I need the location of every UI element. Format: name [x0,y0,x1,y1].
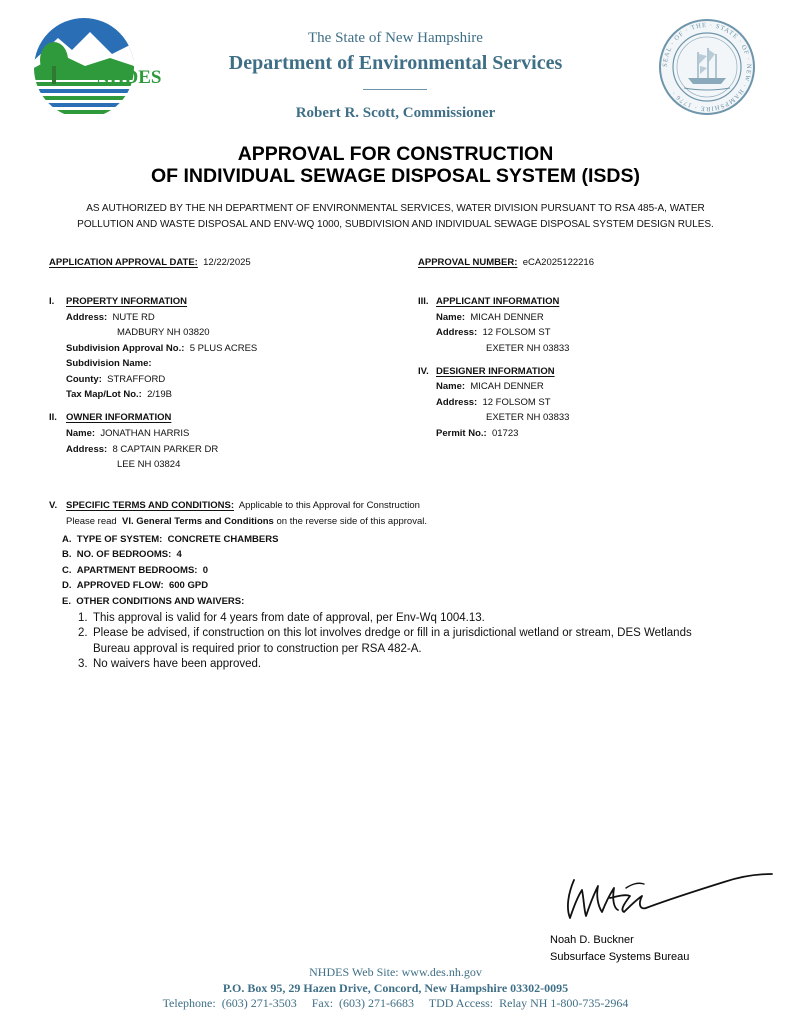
commissioner-name: Robert R. Scott, Commissioner [295,105,496,121]
subdivision-approval-row [66,343,257,355]
owner-name-row [66,428,189,440]
owner-name-value: JONATHAN HARRIS [100,428,190,439]
term-letter: A. [62,534,72,545]
term-value: 600 GPD [168,580,209,591]
read-note-suffix: on the reverse side of this approval. [276,516,427,527]
condition-2-text-line1: Please be advised, if construction on this lot involves dredge or fill in a jurisdictional wetland or stream, DES Wetlands [93,627,692,639]
permit-value: 01723 [491,428,519,439]
document-title-line1: APPROVAL FOR CONSTRUCTION [237,143,554,165]
authority-statement [40,201,751,233]
applicant-address-row [436,327,551,339]
applicant-name-label: Name: [436,312,466,323]
applicant-name-row [436,312,544,324]
term-label: APPROVED FLOW: [76,580,164,591]
applicant-address-line2: EXETER NH 03833 [486,343,570,354]
property-address-line2: MADBURY NH 03820 [117,327,210,338]
terms-heading: SPECIFIC TERMS AND CONDITIONS: [66,500,235,511]
svg-text:SEAL · OF · THE · STATE · OF ·: SEAL · OF · THE · STATE · OF · NEW · HAMPSHIRE · 1776 · [661,21,753,113]
term-value: 0 [202,565,209,576]
approval-number-label: APPROVAL NUMBER: [418,257,518,268]
property-address-row [66,312,155,324]
designer-heading: DESIGNER INFORMATION [436,366,555,377]
authority-line2: POLLUTION AND WASTE DISPOSAL AND ENV-WQ 1000, SUBDIVISION AND INDIVIDUAL SEWAGE DISPOSAL SYSTEM DESIGN RULES. [77,219,714,230]
designer-name-row [436,381,544,393]
condition-3-number: 3. [78,658,88,670]
county-label: County: [66,374,102,385]
term-value: CONCRETE CHAMBERS [167,534,279,545]
applicant-address-label: Address: [436,327,478,338]
term-label: OTHER CONDITIONS AND WAIVERS: [76,596,245,607]
logo-text: NHDES [96,67,162,88]
subdivision-approval-value: 5 PLUS ACRES [189,343,258,354]
tax-map-value: 2/19B [147,389,172,400]
condition-2-text-line2: Bureau approval is required prior to construction per RSA 482-A. [93,643,422,655]
state-seal [658,18,756,116]
approval-date-value: 12/22/2025 [203,257,251,268]
designer-address-line1: 12 FOLSOM ST [482,397,551,408]
property-address-label: Address: [66,312,108,323]
condition-2-number: 2. [78,627,88,639]
owner-address-label: Address: [66,444,108,455]
approval-number-row [418,257,594,269]
property-address-line1: NUTE RD [112,312,155,323]
term-label: APARTMENT BEDROOMS: [76,565,198,576]
approval-date-row [49,257,251,269]
owner-address-row [66,444,218,456]
applicant-address-line1: 12 FOLSOM ST [482,327,551,338]
owner-name-label: Name: [66,428,96,439]
authority-line1: AS AUTHORIZED BY THE NH DEPARTMENT OF ENVIRONMENTAL SERVICES, WATER DIVISION PURSUANT TO RSA 485-A, WATER [86,203,705,214]
term-item-b [62,549,182,561]
signatory-name: Noah D. Buckner [550,934,634,946]
signatory-title: Subsurface Systems Bureau [550,951,690,963]
terms-read-note [66,516,427,528]
footer-address: P.O. Box 95, 29 Hazen Drive, Concord, New Hampshire 03302-0095 [222,981,569,995]
read-note-reference: VI. General Terms and Conditions [121,516,274,527]
read-note-prefix: Please read [66,516,117,527]
owner-heading: OWNER INFORMATION [66,412,172,423]
approval-number-value: eCA2025122216 [522,257,595,268]
department-name: Department of Environmental Services [228,52,563,74]
term-letter: B. [62,549,72,560]
term-letter: D. [62,580,72,591]
terms-applicable-note: Applicable to this Approval for Construction [238,500,420,511]
tax-map-label: Tax Map/Lot No.: [66,389,142,400]
document-title-line2: OF INDIVIDUAL SEWAGE DISPOSAL SYSTEM (ISDS) [150,165,640,187]
applicant-name-value: MICAH DENNER [470,312,544,323]
tax-map-row [66,389,172,401]
owner-section-number: II. [49,412,57,423]
terms-heading-row [66,500,420,512]
designer-name-label: Name: [436,381,466,392]
condition-1-text: This approval is valid for 4 years from date of approval, per Env-Wq 1004.13. [93,612,485,624]
designer-address-label: Address: [436,397,478,408]
applicant-section-number: III. [418,296,429,307]
term-letter: C. [62,565,72,576]
property-heading: PROPERTY INFORMATION [66,296,188,307]
designer-section-number: IV. [418,366,429,377]
subdivision-name-label: Subdivision Name: [66,358,152,369]
permit-row [436,428,518,440]
term-item-a [62,534,278,546]
term-letter: E. [62,596,71,607]
subdivision-approval-label: Subdivision Approval No.: [66,343,185,354]
condition-1-number: 1. [78,612,88,624]
term-item-c [62,565,208,577]
term-label: TYPE OF SYSTEM: [76,534,163,545]
owner-address-line2: LEE NH 03824 [117,459,181,470]
property-section-number: I. [49,296,55,307]
terms-section-number: V. [49,500,58,511]
term-item-d [62,580,208,592]
header-divider [363,89,427,90]
county-row [66,374,165,386]
designer-address-line2: EXETER NH 03833 [486,412,570,423]
term-value: 4 [176,549,182,560]
permit-label: Permit No.: [436,428,487,439]
county-value: STRAFFORD [107,374,166,385]
approval-date-label: APPLICATION APPROVAL DATE: [49,257,198,268]
state-name: The State of New Hampshire [308,30,483,46]
term-label: NO. OF BEDROOMS: [76,549,172,560]
footer-website: NHDES Web Site: www.des.nh.gov [309,965,482,979]
condition-3-text: No waivers have been approved. [93,658,262,670]
applicant-heading: APPLICANT INFORMATION [436,296,560,307]
designer-name-value: MICAH DENNER [470,381,544,392]
owner-address-line1: 8 CAPTAIN PARKER DR [112,444,219,455]
footer-contact: Telephone: (603) 271-3503 Fax: (603) 271-6683 TDD Access: Relay NH 1-800-735-2964 [162,996,629,1010]
term-item-e [62,596,244,608]
signature-image [552,866,776,928]
designer-address-row [436,397,551,409]
